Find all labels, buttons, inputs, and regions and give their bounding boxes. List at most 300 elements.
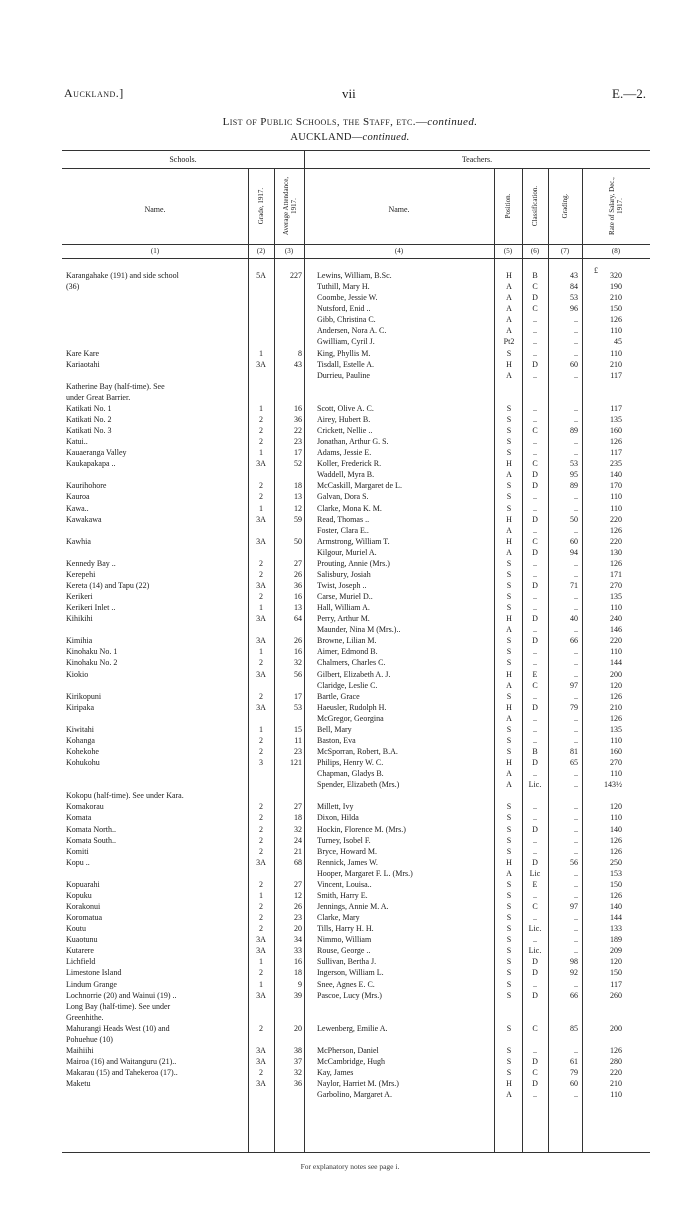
- teacher-name-cell: Haeusler, Rudolph H.: [317, 702, 387, 712]
- table-row: [62, 1078, 650, 1089]
- table-row: [62, 525, 650, 536]
- salary-cell: 160: [610, 747, 622, 756]
- position-cell: S: [506, 503, 512, 513]
- table-row: [62, 857, 650, 868]
- table-row: [62, 281, 650, 292]
- position-cell: S: [506, 879, 512, 889]
- grade-cell: 1: [259, 403, 263, 413]
- position-cell: S: [506, 957, 512, 967]
- classification-cell: D: [532, 581, 538, 590]
- salary-cell: 270: [610, 581, 622, 590]
- position-cell: A: [506, 780, 512, 790]
- teacher-name-cell: Adams, Jessie E.: [317, 448, 372, 458]
- pound-sign: £: [594, 266, 598, 275]
- position-cell: S: [506, 1045, 512, 1055]
- classification-cell: ..: [533, 846, 537, 856]
- teacher-name-cell: Hall, William A.: [317, 603, 370, 613]
- teacher-name-cell: Naylor, Harriet M. (Mrs.): [317, 1079, 399, 1089]
- salary-cell: 240: [610, 614, 622, 624]
- table-row: [62, 381, 650, 392]
- salary-cell: 110: [610, 503, 622, 513]
- school-name-cell: Greenhithe.: [66, 1012, 104, 1022]
- position-cell: S: [506, 890, 512, 900]
- grading-cell: 66: [570, 636, 578, 646]
- attendance-cell: 36: [294, 414, 302, 424]
- colnum-5: (5): [503, 247, 513, 255]
- classification-cell: ..: [533, 326, 537, 336]
- salary-cell: 209: [610, 946, 622, 956]
- salary-cell: 126: [610, 691, 622, 701]
- table-row: [62, 1023, 650, 1034]
- school-name-cell: Kennedy Bay ..: [66, 558, 116, 568]
- grade-cell: 3A: [256, 702, 266, 712]
- position-cell: S: [506, 935, 512, 945]
- salary-cell: 117: [610, 370, 622, 380]
- attendance-cell: 12: [294, 890, 302, 900]
- salary-cell: 110: [610, 813, 622, 823]
- footnote: For explanatory notes see page i.: [300, 1162, 400, 1171]
- col-grading: Grading.: [561, 193, 569, 219]
- grade-cell: 2: [259, 902, 263, 911]
- attendance-cell: 13: [294, 492, 302, 502]
- grading-cell: ..: [574, 713, 578, 723]
- grading-cell: ..: [574, 647, 578, 657]
- teacher-name-cell: Clarke, Mary: [317, 913, 360, 923]
- grade-cell: 3A: [256, 990, 266, 1000]
- position-cell: S: [506, 492, 512, 502]
- teacher-name-cell: Read, Thomas ..: [317, 514, 370, 524]
- grade-cell: 2: [259, 569, 263, 579]
- table-row: [62, 691, 650, 702]
- grade-cell: 3A: [256, 359, 266, 369]
- teacher-name-cell: Vincent, Louisa..: [317, 879, 372, 889]
- grade-cell: 2: [259, 1023, 263, 1033]
- position-cell: S: [506, 968, 512, 978]
- school-name-cell: Kokopu (half-time). See under Kara.: [66, 791, 184, 801]
- school-name-cell: Katui..: [66, 437, 88, 447]
- position-cell: S: [506, 647, 512, 657]
- grade-cell: 3A: [256, 459, 266, 469]
- position-cell: A: [506, 713, 512, 723]
- position-cell: S: [506, 581, 512, 590]
- school-name-cell: Maketu: [66, 1079, 91, 1089]
- school-name-cell: Maihiihi: [66, 1045, 94, 1055]
- table-subtitle: [0, 132, 700, 143]
- rule-header-bottom: [62, 244, 650, 245]
- grading-cell: ..: [574, 924, 578, 934]
- classification-cell: C: [532, 680, 538, 690]
- grade-cell: 1: [259, 957, 263, 967]
- table-row: [62, 613, 650, 624]
- table-row: [62, 547, 650, 558]
- attendance-cell: 18: [294, 813, 302, 823]
- teacher-name-cell: Ingerson, William L.: [317, 968, 384, 978]
- grading-cell: 53: [570, 459, 578, 469]
- table-row: [62, 657, 650, 668]
- staff-table: [62, 150, 650, 1232]
- grading-cell: ..: [574, 448, 578, 458]
- table-row: [62, 359, 650, 370]
- classification-cell: ..: [533, 647, 537, 657]
- school-name-cell: Kinohaku No. 1: [66, 647, 118, 657]
- classification-cell: Lic: [529, 868, 541, 878]
- classification-cell: D: [532, 514, 538, 524]
- grading-cell: ..: [574, 846, 578, 856]
- grading-cell: ..: [574, 525, 578, 535]
- table-row: [62, 790, 650, 801]
- classification-cell: ..: [533, 525, 537, 535]
- grade-cell: 2: [259, 592, 263, 601]
- attendance-cell: 26: [294, 902, 302, 911]
- grading-cell: 61: [570, 1057, 578, 1066]
- teacher-name-cell: Perry, Arthur M.: [317, 614, 370, 624]
- col-salary: Rate of Salary, Dec., 1917.: [608, 177, 624, 235]
- grade-cell: 3A: [256, 581, 266, 590]
- teacher-name-cell: Chalmers, Charles C.: [317, 658, 386, 668]
- grade-cell: 3A: [256, 935, 266, 945]
- grading-cell: ..: [574, 691, 578, 701]
- salary-cell: 126: [610, 846, 622, 856]
- position-cell: A: [506, 315, 512, 325]
- school-name-cell: Katikati No. 3: [66, 426, 112, 435]
- salary-cell: 110: [610, 603, 622, 613]
- position-cell: S: [506, 569, 512, 579]
- teacher-name-cell: Durrieu, Pauline: [317, 370, 370, 380]
- teacher-name-cell: Gwilliam, Cyril J.: [317, 337, 375, 347]
- position-cell: S: [506, 426, 512, 435]
- position-cell: S: [506, 658, 512, 668]
- school-name-cell: Kiwitahi: [66, 724, 94, 734]
- grade-cell: 2: [259, 824, 263, 834]
- position-cell: A: [506, 326, 512, 336]
- classification-cell: D: [532, 481, 538, 491]
- classification-cell: C: [532, 282, 538, 292]
- salary-cell: 117: [610, 403, 622, 413]
- teacher-name-cell: Galvan, Dora S.: [317, 492, 369, 502]
- teacher-name-cell: Waddell, Myra B.: [317, 470, 375, 480]
- grade-cell: 1: [259, 647, 263, 657]
- salary-cell: 150: [610, 879, 622, 889]
- position-cell: H: [506, 459, 512, 469]
- school-name-cell: Kauroa: [66, 492, 90, 502]
- classification-cell: ..: [533, 503, 537, 513]
- salary-cell: 140: [610, 470, 622, 480]
- grading-cell: ..: [574, 735, 578, 745]
- school-name-cell: Makarau (15) and Tahekeroa (17)..: [66, 1068, 178, 1077]
- col-school-name: Name.: [144, 205, 166, 214]
- attendance-cell: 52: [294, 459, 302, 469]
- table-title-main: List of Public Schools, the Staff, etc.—: [222, 116, 428, 128]
- colnum-8: (8): [611, 247, 621, 255]
- attendance-cell: 50: [294, 536, 302, 546]
- table-row: [62, 779, 650, 790]
- grade-cell: 1: [259, 603, 263, 613]
- grading-cell: 81: [570, 747, 578, 756]
- table-row: [62, 336, 650, 347]
- table-row: [62, 292, 650, 303]
- grade-cell: 2: [259, 735, 263, 745]
- classification-cell: B: [532, 271, 538, 280]
- table-row: [62, 1034, 650, 1045]
- classification-cell: E: [532, 669, 538, 679]
- salary-cell: 144: [610, 913, 622, 923]
- grade-cell: 1: [259, 979, 263, 989]
- colnum-4: (4): [394, 247, 404, 255]
- grade-cell: 2: [259, 492, 263, 502]
- classification-cell: ..: [533, 713, 537, 723]
- teacher-name-cell: Clarke, Mona K. M.: [317, 503, 382, 513]
- position-cell: S: [506, 747, 512, 756]
- classification-cell: C: [532, 426, 538, 435]
- grading-cell: 40: [570, 614, 578, 624]
- colnum-6: (6): [530, 247, 540, 255]
- grade-cell: 2: [259, 879, 263, 889]
- attendance-cell: 37: [294, 1057, 302, 1066]
- salary-cell: 144: [610, 658, 622, 668]
- table-row: [62, 979, 650, 990]
- attendance-cell: 24: [294, 835, 302, 845]
- position-cell: A: [506, 868, 512, 878]
- attendance-cell: 32: [294, 1068, 302, 1077]
- salary-cell: 126: [610, 558, 622, 568]
- attendance-cell: 18: [294, 481, 302, 491]
- salary-cell: 200: [610, 669, 622, 679]
- grading-cell: 94: [570, 547, 578, 557]
- salary-cell: 250: [610, 857, 622, 867]
- grading-cell: ..: [574, 592, 578, 601]
- salary-cell: 171: [610, 569, 622, 579]
- salary-cell: 280: [610, 1057, 622, 1066]
- table-row: [62, 569, 650, 580]
- grading-cell: 98: [570, 957, 578, 967]
- table-row: [62, 824, 650, 835]
- attendance-cell: 15: [294, 724, 302, 734]
- salary-cell: 210: [610, 293, 622, 303]
- teacher-name-cell: Koller, Frederick R.: [317, 459, 382, 469]
- colnum-2: (2): [256, 247, 266, 255]
- grade-cell: 2: [259, 426, 263, 435]
- attendance-cell: 121: [290, 758, 302, 768]
- grading-cell: 60: [570, 536, 578, 546]
- grade-cell: 2: [259, 1068, 263, 1077]
- salary-cell: 126: [610, 525, 622, 535]
- salary-cell: 126: [610, 315, 622, 325]
- classification-cell: Lic.: [528, 924, 542, 934]
- school-name-cell: Komiti: [66, 846, 89, 856]
- school-name-cell: Limestone Island: [66, 968, 122, 978]
- position-cell: S: [506, 558, 512, 568]
- salary-cell: 146: [610, 625, 622, 635]
- table-row: [62, 580, 650, 591]
- position-cell: S: [506, 1057, 512, 1066]
- page-number: vii: [342, 86, 356, 101]
- teacher-name-cell: Sullivan, Bertha J.: [317, 957, 377, 967]
- table-row: [62, 646, 650, 657]
- rule-top: [62, 150, 650, 151]
- grade-cell: 3A: [256, 1079, 266, 1089]
- table-row: [62, 945, 650, 956]
- classification-cell: ..: [533, 813, 537, 823]
- salary-cell: 140: [610, 902, 622, 911]
- position-cell: H: [506, 614, 512, 624]
- school-name-cell: Komata South..: [66, 835, 116, 845]
- attendance-cell: 34: [294, 935, 302, 945]
- grading-cell: ..: [574, 315, 578, 325]
- table-subtitle-main: AUCKLAND—: [290, 132, 363, 143]
- school-name-cell: Kare Kare: [66, 348, 100, 358]
- classification-cell: ..: [533, 890, 537, 900]
- salary-cell: 270: [610, 758, 622, 768]
- teacher-name-cell: Twist, Joseph ..: [317, 581, 367, 590]
- classification-cell: ..: [533, 1045, 537, 1055]
- grading-cell: 66: [570, 990, 578, 1000]
- attendance-cell: 43: [294, 359, 302, 369]
- teacher-name-cell: Maunder, Nina M (Mrs.)..: [317, 625, 401, 635]
- salary-cell: 110: [610, 348, 622, 358]
- table-row: [62, 348, 650, 359]
- grade-cell: 3A: [256, 1057, 266, 1066]
- salary-cell: 220: [610, 536, 622, 546]
- position-cell: A: [506, 547, 512, 557]
- attendance-cell: 11: [294, 735, 302, 745]
- classification-cell: D: [532, 1079, 538, 1089]
- grading-cell: ..: [574, 414, 578, 424]
- grading-cell: ..: [574, 503, 578, 513]
- grading-cell: ..: [574, 569, 578, 579]
- grading-cell: 60: [570, 359, 578, 369]
- classification-cell: ..: [533, 802, 537, 812]
- grading-cell: ..: [574, 868, 578, 878]
- salary-cell: 150: [610, 304, 622, 314]
- teacher-name-cell: Claridge, Leslie C.: [317, 680, 378, 690]
- position-cell: A: [506, 370, 512, 380]
- school-name-cell: Komata North..: [66, 824, 116, 834]
- teacher-name-cell: Bartle, Grace: [317, 691, 360, 701]
- salary-cell: 45: [614, 337, 622, 347]
- classification-cell: ..: [533, 724, 537, 734]
- classification-cell: D: [532, 470, 538, 480]
- table-row: [62, 757, 650, 768]
- salary-cell: 160: [610, 426, 622, 435]
- teacher-name-cell: Rennick, James W.: [317, 857, 378, 867]
- grade-cell: 2: [259, 968, 263, 978]
- attendance-cell: 20: [294, 924, 302, 934]
- grading-cell: ..: [574, 879, 578, 889]
- salary-cell: 135: [610, 592, 622, 601]
- salary-cell: 140: [610, 824, 622, 834]
- table-subtitle-continued: continued.: [362, 132, 410, 143]
- grading-cell: 89: [570, 426, 578, 435]
- salary-cell: 220: [610, 514, 622, 524]
- school-name-cell: Katikati No. 1: [66, 403, 112, 413]
- schools-header: Schools.: [169, 155, 197, 164]
- table-row: [62, 480, 650, 491]
- position-cell: A: [506, 769, 512, 779]
- grading-cell: ..: [574, 437, 578, 447]
- page-header: [64, 86, 646, 104]
- table-row: [62, 624, 650, 635]
- header-left: Auckland.]: [64, 86, 124, 100]
- teacher-name-cell: Scott, Olive A. C.: [317, 403, 374, 413]
- grade-cell: 2: [259, 747, 263, 756]
- col-classification: Classification.: [531, 185, 539, 227]
- table-row: [62, 1001, 650, 1012]
- classification-cell: ..: [533, 414, 537, 424]
- grade-cell: 1: [259, 348, 263, 358]
- position-cell: S: [506, 448, 512, 458]
- table-row: [62, 901, 650, 912]
- school-name-cell: Kirikopuni: [66, 691, 102, 701]
- table-row: [62, 967, 650, 978]
- classification-cell: D: [532, 547, 538, 557]
- salary-cell: 110: [610, 1090, 622, 1100]
- position-cell: A: [506, 1090, 512, 1100]
- col-grade: Grade, 1917.: [257, 187, 265, 225]
- teacher-name-cell: Coombe, Jessie W.: [317, 293, 378, 303]
- table-row: [62, 846, 650, 857]
- salary-cell: 210: [610, 359, 622, 369]
- table-row: [62, 558, 650, 569]
- teacher-name-cell: King, Phyllis M.: [317, 348, 371, 358]
- grading-cell: 50: [570, 514, 578, 524]
- grade-cell: 1: [259, 724, 263, 734]
- position-cell: S: [506, 403, 512, 413]
- table-row: [62, 890, 650, 901]
- table-row: [62, 768, 650, 779]
- salary-cell: 235: [610, 459, 622, 469]
- position-cell: H: [506, 669, 512, 679]
- classification-cell: ..: [533, 348, 537, 358]
- salary-cell: 110: [610, 492, 622, 502]
- classification-cell: ..: [533, 370, 537, 380]
- teacher-name-cell: Kilgour, Muriel A.: [317, 547, 377, 557]
- salary-cell: 110: [610, 647, 622, 657]
- school-name-cell: Pohuehue (10): [66, 1034, 113, 1044]
- school-name-cell: Kopu ..: [66, 857, 90, 867]
- position-cell: S: [506, 592, 512, 601]
- classification-cell: ..: [533, 658, 537, 668]
- table-row: [62, 392, 650, 403]
- salary-cell: 220: [610, 636, 622, 646]
- attendance-cell: 16: [294, 647, 302, 657]
- salary-cell: 220: [610, 1068, 622, 1077]
- salary-cell: 210: [610, 1079, 622, 1089]
- rule-bottom: [62, 1152, 650, 1153]
- grading-cell: ..: [574, 625, 578, 635]
- table-row: [62, 956, 650, 967]
- salary-cell: 190: [610, 282, 622, 292]
- attendance-cell: 53: [294, 702, 302, 712]
- teacher-name-cell: Tisdall, Estelle A.: [317, 359, 375, 369]
- teacher-name-cell: Nimmo, William: [317, 935, 372, 945]
- salary-cell: 135: [610, 414, 622, 424]
- salary-cell: 135: [610, 724, 622, 734]
- school-name-cell: Kerikeri Inlet ..: [66, 603, 116, 613]
- salary-cell: 189: [610, 935, 622, 945]
- grade-cell: 1: [259, 890, 263, 900]
- school-name-cell: Katherine Bay (half-time). See: [66, 381, 165, 391]
- attendance-cell: 68: [294, 857, 302, 867]
- salary-cell: 143½: [604, 780, 622, 790]
- position-cell: A: [506, 282, 512, 292]
- classification-cell: D: [532, 359, 538, 369]
- classification-cell: ..: [533, 492, 537, 502]
- teachers-header: Teachers.: [461, 155, 493, 164]
- teacher-name-cell: Bell, Mary: [317, 724, 352, 734]
- grade-cell: 2: [259, 835, 263, 845]
- grading-cell: 43: [570, 271, 578, 280]
- grading-cell: 71: [570, 581, 578, 590]
